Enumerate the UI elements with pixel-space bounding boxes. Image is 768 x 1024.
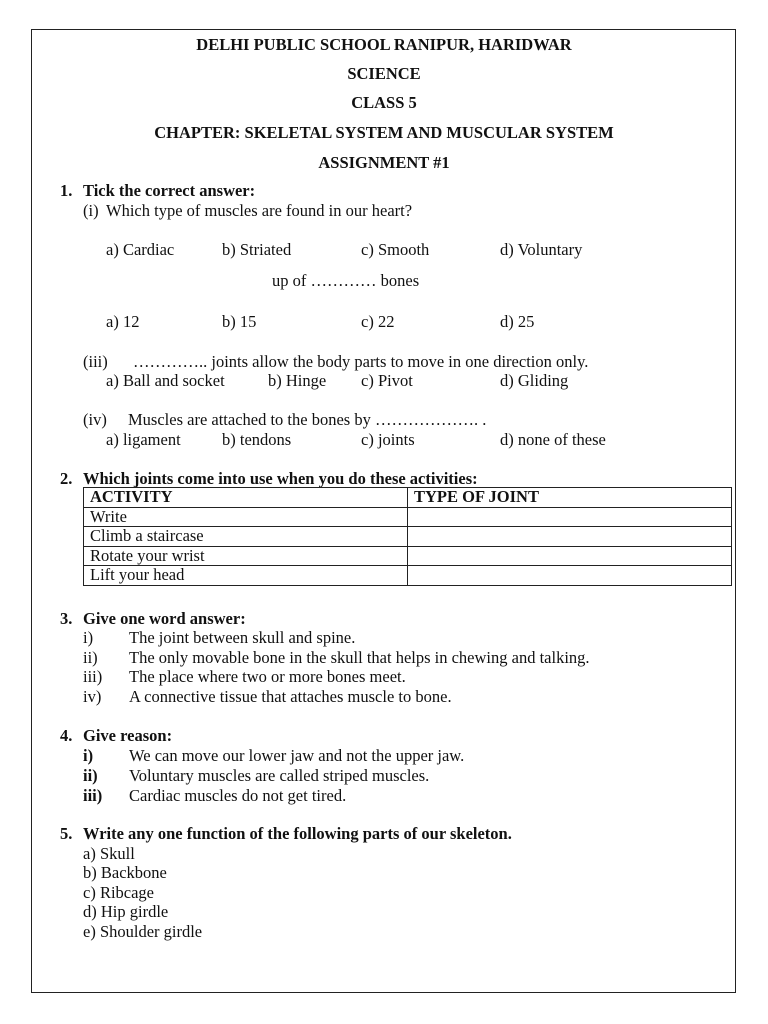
q2-number: 2.	[60, 469, 73, 488]
activity-cell: Rotate your wrist	[84, 546, 408, 566]
column-header-activity: ACTIVITY	[84, 488, 408, 508]
q4-item-text: Cardiac muscles do not get tired.	[129, 786, 347, 805]
q4-item-label: iii)	[83, 786, 103, 805]
school-name: DELHI PUBLIC SCHOOL RANIPUR, HARIDWAR	[196, 35, 572, 54]
q4-item-label: ii)	[83, 766, 98, 785]
class-title: CLASS 5	[351, 93, 417, 112]
q4-item-label: i)	[83, 746, 94, 765]
q3-item-label: i)	[83, 628, 94, 647]
joint-answer-cell[interactable]	[408, 507, 732, 527]
q1-title: Tick the correct answer:	[83, 181, 256, 200]
q5-number: 5.	[60, 824, 73, 843]
q1-option[interactable]: c) joints	[361, 430, 415, 449]
q5-item: d) Hip girdle	[83, 902, 169, 921]
q5-item: e) Shoulder girdle	[83, 922, 203, 941]
q5-item: a) Skull	[83, 844, 135, 863]
table-row	[84, 527, 732, 547]
joint-answer-cell[interactable]	[408, 566, 732, 586]
joint-answer-cell[interactable]	[408, 527, 732, 547]
table-row	[84, 546, 732, 566]
q5-item: c) Ribcage	[83, 883, 155, 902]
q1-option[interactable]: d) 25	[500, 312, 535, 331]
chapter-title: CHAPTER: SKELETAL SYSTEM AND MUSCULAR SYSTEM	[154, 123, 614, 142]
q1-option[interactable]: d) none of these	[500, 430, 606, 449]
activity-cell: Write	[84, 507, 408, 527]
q4-title: Give reason:	[83, 726, 173, 745]
table-header-row	[84, 488, 732, 508]
q3-number: 3.	[60, 609, 73, 628]
q1-option[interactable]: a) 12	[106, 312, 140, 331]
q1-option[interactable]: d) Gliding	[500, 371, 569, 390]
q1-option[interactable]: a) ligament	[106, 430, 181, 449]
q4-item-text: We can move our lower jaw and not the upper jaw.	[129, 746, 465, 765]
q3-title: Give one word answer:	[83, 609, 246, 628]
subject-title: SCIENCE	[347, 64, 421, 83]
q2-title: Which joints come into use when you do these activities:	[83, 469, 478, 488]
q1-option[interactable]: a) Cardiac	[106, 240, 175, 259]
q5-title: Write any one function of the following parts of our skeleton.	[83, 824, 512, 843]
q1-option[interactable]: c) Smooth	[361, 240, 430, 259]
column-header-joint-type: TYPE OF JOINT	[408, 488, 732, 508]
q1-item-text: ………….. joints allow the body parts to move in one direction only.	[133, 352, 589, 371]
q1-option[interactable]: d) Voluntary	[500, 240, 583, 259]
q1-option[interactable]: b) Hinge	[268, 371, 327, 390]
q3-item-label: iv)	[83, 687, 102, 706]
table-row	[84, 566, 732, 586]
q1-item-label: (iv)	[83, 410, 107, 429]
q3-item-text: The joint between skull and spine.	[129, 628, 356, 647]
q1-number: 1.	[60, 181, 73, 200]
q1-option[interactable]: b) tendons	[222, 430, 292, 449]
joints-table	[83, 487, 732, 586]
q1-item-text: Which type of muscles are found in our heart?	[106, 201, 413, 220]
q1-item-text: up of ………… bones	[272, 271, 420, 290]
q3-item-text: The place where two or more bones meet.	[129, 667, 406, 686]
table-row	[84, 507, 732, 527]
q3-item-text: The only movable bone in the skull that helps in chewing and talking.	[129, 648, 590, 667]
q1-item-text: Muscles are attached to the bones by ………………. .	[128, 410, 487, 429]
q1-option[interactable]: b) Striated	[222, 240, 292, 259]
assignment-title: ASSIGNMENT #1	[318, 153, 450, 172]
q1-option[interactable]: a) Ball and socket	[106, 371, 225, 390]
q1-option[interactable]: c) 22	[361, 312, 395, 331]
q3-item-text: A connective tissue that attaches muscle to bone.	[129, 687, 452, 706]
q1-option[interactable]: c) Pivot	[361, 371, 413, 390]
activity-cell: Lift your head	[84, 566, 408, 586]
q4-item-text: Voluntary muscles are called striped muscles.	[129, 766, 430, 785]
q3-item-label: iii)	[83, 667, 103, 686]
q1-item-label: (iii)	[83, 352, 108, 371]
q4-number: 4.	[60, 726, 73, 745]
q3-item-label: ii)	[83, 648, 98, 667]
q5-item: b) Backbone	[83, 863, 167, 882]
joint-answer-cell[interactable]	[408, 546, 732, 566]
activity-cell: Climb a staircase	[84, 527, 408, 547]
q1-option[interactable]: b) 15	[222, 312, 257, 331]
q1-item-label: (i)	[83, 201, 99, 220]
